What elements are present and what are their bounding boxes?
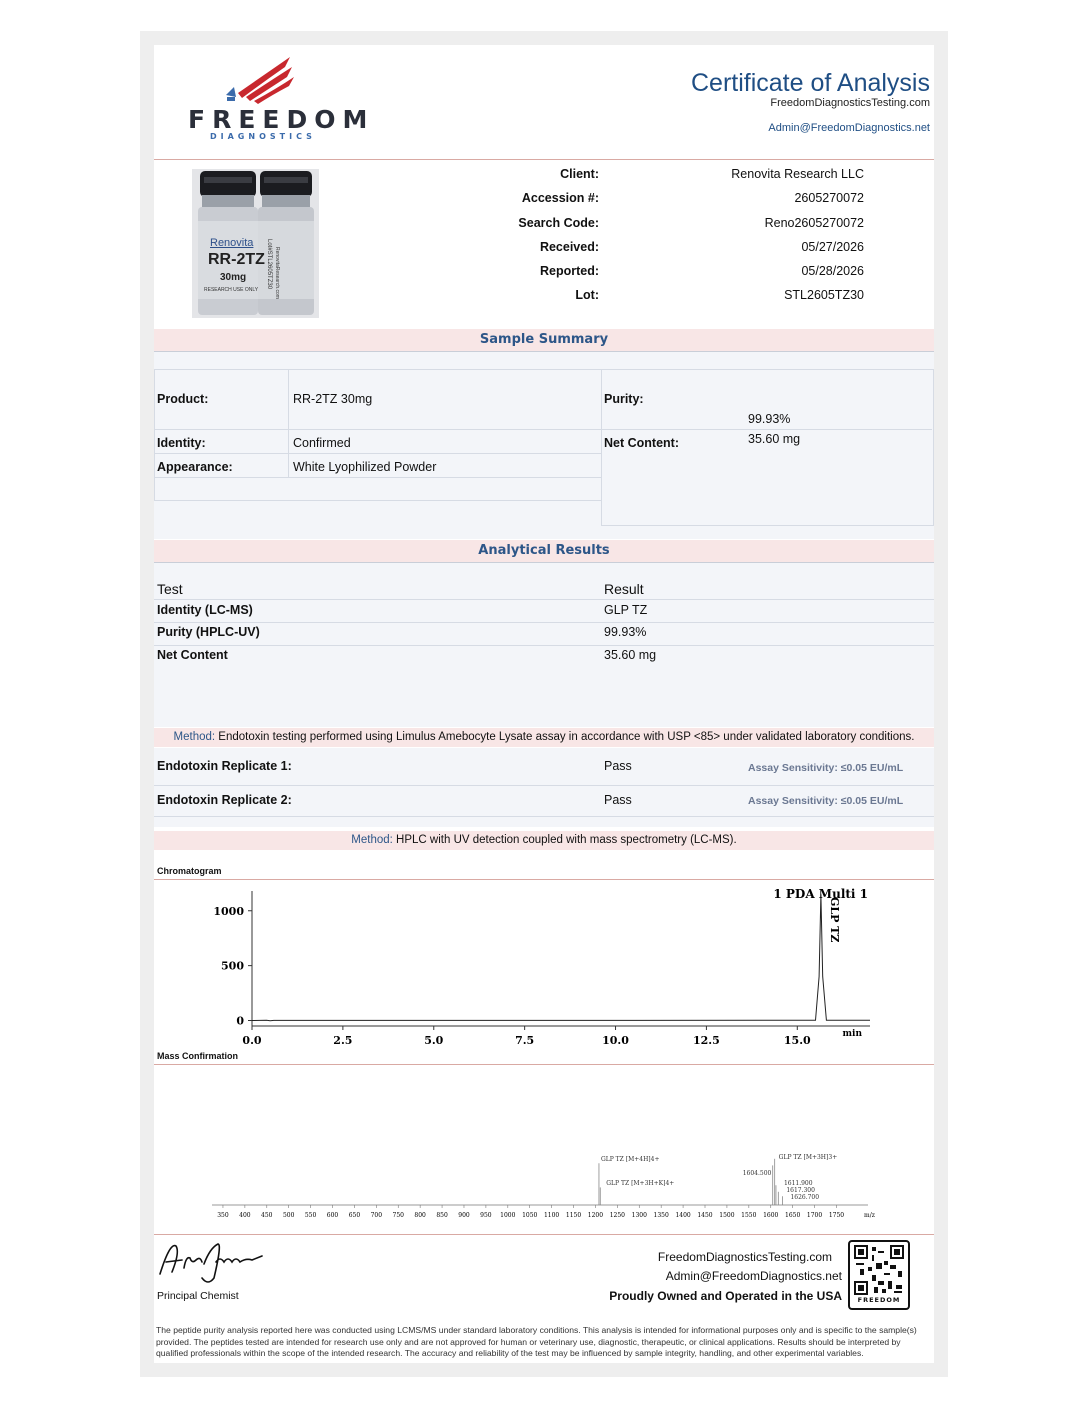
identity-label: Identity: bbox=[157, 436, 206, 450]
test-net-content: Net Content bbox=[157, 648, 228, 662]
qr-code-icon bbox=[854, 1245, 904, 1295]
mz-tick-label: 950 bbox=[480, 1212, 492, 1219]
mass-peak-label: 1604.500 bbox=[742, 1170, 772, 1177]
trace-label: 1 PDA Multi 1 bbox=[773, 887, 868, 901]
signature-image bbox=[156, 1238, 266, 1286]
reported-row bbox=[454, 264, 864, 284]
result-identity: GLP TZ bbox=[604, 603, 648, 617]
reported-value: 05/28/2026 bbox=[801, 264, 864, 278]
x-tick-label: 7.5 bbox=[515, 1034, 535, 1047]
column-header-test: Test bbox=[157, 581, 183, 597]
mz-tick-label: 700 bbox=[370, 1212, 383, 1219]
vial-dose: 30mg bbox=[220, 272, 247, 283]
x-axis-unit: min bbox=[842, 1029, 862, 1039]
received-value: 05/27/2026 bbox=[801, 240, 864, 254]
mz-tick-label: 1500 bbox=[719, 1212, 735, 1219]
chromatogram-trace bbox=[252, 894, 870, 1021]
mz-tick-label: 1650 bbox=[785, 1212, 801, 1219]
purity-value: 99.93% bbox=[748, 412, 791, 426]
search-code-row bbox=[454, 216, 864, 236]
result-net-content: 35.60 mg bbox=[604, 648, 657, 662]
hplc-method bbox=[154, 831, 934, 850]
vial-note: RESEARCH USE ONLY bbox=[204, 287, 259, 293]
accession-label: Accession #: bbox=[521, 191, 599, 205]
qr-caption: FREEDOM bbox=[857, 1296, 901, 1304]
accession-row bbox=[454, 191, 864, 211]
mz-tick-label: 800 bbox=[414, 1212, 426, 1219]
search-code-value: Reno2605270072 bbox=[764, 216, 864, 230]
appearance-label: Appearance: bbox=[157, 460, 233, 474]
mass-peak-label: 1626.700 bbox=[790, 1194, 820, 1201]
sample-summary-heading: Sample Summary bbox=[154, 329, 934, 352]
analytical-results-heading: Analytical Results bbox=[154, 540, 934, 563]
vial-side-site: RenovitaResearch.com bbox=[274, 247, 280, 299]
footer-tagline: Proudly Owned and Operated in the USA bbox=[609, 1289, 842, 1303]
mz-tick-label: 1600 bbox=[763, 1212, 779, 1219]
received-row bbox=[454, 240, 864, 260]
search-code-label: Search Code: bbox=[518, 216, 599, 230]
vial-side-lot: Lot#STL2605TZ30 bbox=[266, 239, 272, 290]
mz-tick-label: 1150 bbox=[565, 1212, 582, 1219]
mz-tick-label: 550 bbox=[304, 1212, 317, 1219]
vial-product: RR-2TZ bbox=[208, 251, 265, 268]
vial-brand: Renovita bbox=[210, 237, 254, 249]
mz-tick-label: 1050 bbox=[522, 1212, 538, 1219]
mz-tick-label: 1300 bbox=[631, 1212, 647, 1219]
mz-tick-label: 750 bbox=[392, 1212, 404, 1219]
product-value: RR-2TZ 30mg bbox=[293, 392, 373, 406]
test-purity: Purity (HPLC-UV) bbox=[157, 625, 260, 639]
purity-label: Purity: bbox=[604, 392, 644, 406]
disclaimer-text: The peptide purity analysis reported here was conducted using LCMS/MS under standard laboratory conditions. This analysis is intended for informational purposes only and is specific to the sample(s) provided. The peptides tested are intended for research use only and are not approved for human or veterinary use, diagnostic, therapeutic, or clinical applications. Results should be interpreted by qualified professionals within the scope of the intended research. The accuracy and reliability of the test may be influenced by sample integrity, handling, and other experimental variables. bbox=[156, 1325, 917, 1358]
endotoxin-replicate-2-sensitivity: Assay Sensitivity: ≤0.05 EU/mL bbox=[748, 795, 904, 807]
x-tick-label: 12.5 bbox=[693, 1034, 720, 1047]
client-label: Client: bbox=[560, 167, 599, 181]
header-email[interactable]: Admin@FreedomDiagnostics.net bbox=[768, 122, 930, 134]
x-tick-label: 15.0 bbox=[783, 1034, 811, 1047]
mz-tick-label: 1100 bbox=[543, 1212, 560, 1219]
accession-value: 2605270072 bbox=[794, 191, 864, 205]
lot-row bbox=[454, 288, 864, 308]
received-label: Received: bbox=[539, 240, 599, 254]
appearance-value: White Lyophilized Powder bbox=[293, 460, 437, 474]
mz-tick-label: 900 bbox=[458, 1212, 470, 1219]
mz-tick-label: 1200 bbox=[587, 1212, 604, 1219]
y-tick-label: 1000 bbox=[213, 904, 244, 918]
endotoxin-method bbox=[154, 728, 934, 747]
chemist-role: Principal Chemist bbox=[157, 1290, 239, 1302]
logo-wordmark: FREEDOM bbox=[188, 105, 375, 134]
mz-tick-label: 600 bbox=[326, 1212, 339, 1219]
mz-tick-label: 1000 bbox=[500, 1212, 516, 1219]
mass-peak-label: GLP TZ [M+4H]4+ bbox=[600, 1156, 660, 1163]
mz-tick-label: 1450 bbox=[697, 1212, 713, 1219]
qr-code[interactable] bbox=[848, 1240, 910, 1310]
reported-label: Reported: bbox=[539, 264, 599, 278]
certificate-page bbox=[154, 45, 934, 1363]
mz-axis-unit: m/z bbox=[864, 1212, 875, 1219]
header-divider bbox=[154, 159, 934, 160]
x-tick-label: 0.0 bbox=[242, 1034, 262, 1047]
footer-website[interactable]: FreedomDiagnosticsTesting.com bbox=[657, 1250, 832, 1264]
peak-label: GLP TZ bbox=[827, 897, 841, 943]
flag-swoosh-icon bbox=[184, 53, 334, 108]
mass-confirmation-title: Mass Confirmation bbox=[157, 1051, 239, 1061]
document-title: Certificate of Analysis bbox=[691, 69, 930, 97]
mz-tick-label: 1550 bbox=[741, 1212, 757, 1219]
header-website[interactable]: FreedomDiagnosticsTesting.com bbox=[770, 97, 930, 109]
net-content-label: Net Content: bbox=[604, 436, 679, 450]
mass-spectrum-chart bbox=[154, 1065, 934, 1225]
mz-tick-label: 1750 bbox=[828, 1212, 845, 1219]
sample-left-table bbox=[154, 369, 602, 501]
identity-value: Confirmed bbox=[293, 436, 351, 450]
mz-tick-label: 450 bbox=[261, 1212, 273, 1219]
mz-tick-label: 1350 bbox=[653, 1212, 669, 1219]
lot-value: STL2605TZ30 bbox=[784, 288, 864, 302]
mass-peak-label: 1617.300 bbox=[786, 1187, 815, 1194]
result-purity: 99.93% bbox=[604, 625, 647, 639]
hplc-method-text: HPLC with UV detection coupled with mass spectrometry (LC-MS). bbox=[392, 834, 737, 846]
product-photo bbox=[192, 169, 319, 318]
chromatogram-title: Chromatogram bbox=[157, 866, 222, 876]
footer-divider bbox=[154, 1234, 934, 1235]
product-label: Product: bbox=[157, 392, 209, 406]
net-content-value: 35.60 mg bbox=[748, 432, 801, 446]
y-tick-label: 500 bbox=[221, 959, 244, 973]
hplc-method-prefix: Method: bbox=[351, 834, 393, 846]
endotoxin-replicate-1-label: Endotoxin Replicate 1: bbox=[157, 759, 292, 773]
endotoxin-method-text: Endotoxin testing performed using Limulus Amebocyte Lysate assay in accordance with USP <85> under validated laboratory conditions. bbox=[215, 731, 915, 743]
endotoxin-replicate-1-sensitivity: Assay Sensitivity: ≤0.05 EU/mL bbox=[748, 762, 904, 774]
mass-peak-label: 1611.900 bbox=[783, 1180, 813, 1187]
test-identity: Identity (LC-MS) bbox=[157, 603, 253, 617]
footer-email[interactable]: Admin@FreedomDiagnostics.net bbox=[665, 1269, 842, 1283]
logo-subtitle: DIAGNOSTICS bbox=[210, 132, 316, 141]
mz-tick-label: 650 bbox=[348, 1212, 361, 1219]
mz-tick-label: 850 bbox=[436, 1212, 448, 1219]
mass-peak-label: GLP TZ [M+3H+K]4+ bbox=[606, 1180, 675, 1187]
lot-label: Lot: bbox=[575, 288, 599, 302]
y-tick-label: 0 bbox=[236, 1014, 244, 1028]
mz-tick-label: 400 bbox=[239, 1212, 251, 1219]
mz-tick-label: 1400 bbox=[675, 1212, 691, 1219]
endotoxin-replicate-2-label: Endotoxin Replicate 2: bbox=[157, 793, 292, 807]
x-tick-label: 5.0 bbox=[424, 1034, 444, 1047]
mz-tick-label: 500 bbox=[282, 1212, 295, 1219]
mz-tick-label: 1250 bbox=[609, 1212, 625, 1219]
x-tick-label: 2.5 bbox=[333, 1034, 353, 1047]
x-tick-label: 10.0 bbox=[602, 1034, 629, 1047]
endotoxin-replicate-2-result: Pass bbox=[604, 793, 632, 807]
endotoxin-method-prefix: Method: bbox=[173, 731, 216, 743]
client-value: Renovita Research LLC bbox=[731, 167, 864, 181]
endotoxin-replicate-1-result: Pass bbox=[604, 759, 632, 773]
column-header-result: Result bbox=[604, 581, 644, 597]
mass-peak-label: GLP TZ [M+3H]3+ bbox=[778, 1154, 838, 1161]
client-row bbox=[454, 167, 864, 187]
mz-tick-label: 1700 bbox=[806, 1212, 823, 1219]
chromatogram-chart bbox=[154, 881, 934, 1056]
mz-tick-label: 350 bbox=[217, 1212, 229, 1219]
